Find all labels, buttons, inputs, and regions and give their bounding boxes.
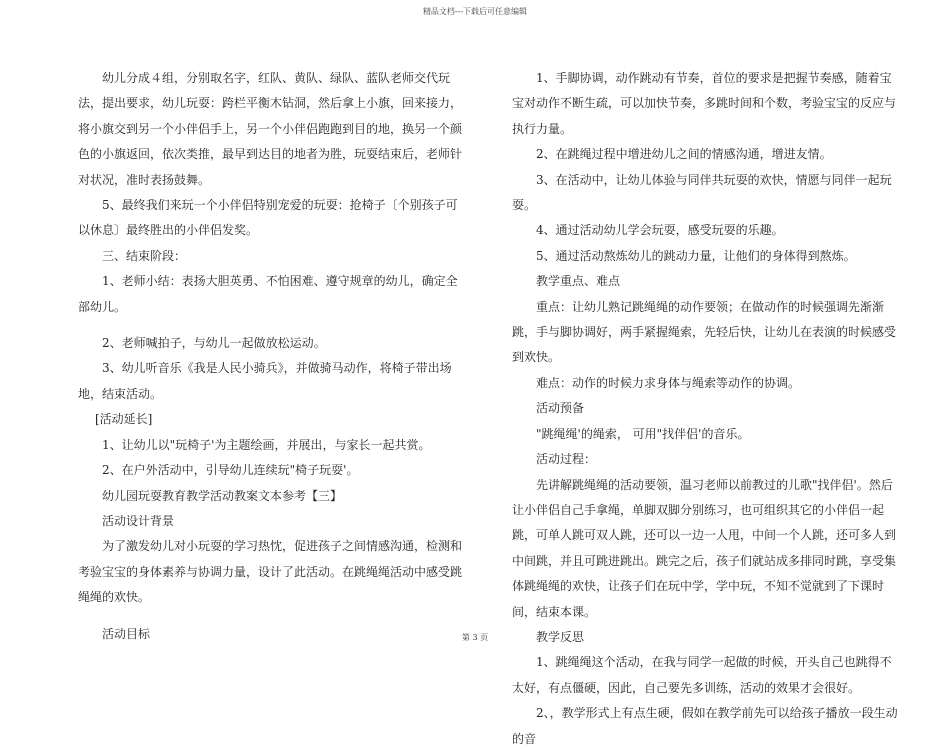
paragraph: 1、老师小结：表扬大胆英勇、不怕困难、遵守规章的幼儿，确定全部幼儿。 xyxy=(78,274,458,314)
paragraph: "跳绳绳'的绳索， 可用"找伴侣'的音乐。 xyxy=(536,426,750,441)
paragraph: 重点：让幼儿熟记跳绳绳的动作要领；在做动作的时候强调先渐渐跳，手与脚协调好，两手紧握绳索，先轻后快，让幼儿在表演的时候感受到欢快。 xyxy=(512,299,897,365)
paragraph: 2、老师喊拍子，与幼儿一起做放松运动。 xyxy=(102,336,326,351)
section-heading: 活动目标 xyxy=(102,626,151,641)
section-heading: 活动过程： xyxy=(536,452,597,467)
section-heading: 教学重点、难点 xyxy=(536,274,621,289)
paragraph: 2、在户外活动中，引导幼儿连续玩"椅子玩耍'。 xyxy=(102,463,359,478)
paragraph: 难点：动作的时候力求身体与绳索等动作的协调。 xyxy=(536,375,801,390)
paragraph: 1、手脚协调，动作跳动有节奏，首位的要求是把握节奏感，随着宝宝对动作不断生疏，可以加快节奏，多跳时间和个数，考验宝宝的反应与执行力量。 xyxy=(512,71,897,136)
paragraph: 为了激发幼儿对小玩耍的学习热忱，促进孩子之间情感沟通，检测和考验宝宝的身体素养与协调力量，设计了此活动。在跳绳绳活动中感受跳绳绳的欢快。 xyxy=(78,539,463,605)
paragraph: 2、，教学形式上有点生硬，假如在教学前先可以给孩子播放一段生动的音 xyxy=(512,706,898,746)
section-heading: 活动预备 xyxy=(536,401,585,416)
section-heading: [活动延长] xyxy=(95,412,153,427)
section-heading: 教学反思 xyxy=(536,629,585,644)
paragraph: 3、在活动中，让幼儿体验与同伴共玩耍的欢快，情愿与同伴一起玩耍。 xyxy=(512,172,892,213)
paragraph: 5、通过活动熬炼幼儿的跳动力量，让他们的身体得到熬炼。 xyxy=(536,248,856,263)
paragraph: 5、最终我们来玩一个小伴侣特别宠爱的玩耍：抢椅子〔个别孩子可以休息〕最终胜出的小伴侣发奖。 xyxy=(78,198,458,238)
page-number: 第 3 页 xyxy=(461,633,489,642)
right-column xyxy=(512,66,900,752)
paragraph: 1、跳绳绳这个活动，在我与同学一起做的时候，开头自己也跳得不太好，有点僵硬，因此，自己要先多训练，活动的效果才会很好。 xyxy=(512,655,892,695)
left-column xyxy=(78,66,466,647)
paragraph: 4、通过活动幼儿学会玩耍，感受玩耍的乐趣。 xyxy=(536,223,784,238)
paragraph: 3、幼儿听音乐《我是人民小骑兵》，并做骑马动作，将椅子带出场地，结束活动。 xyxy=(78,361,452,401)
section-heading: 活动设计背景 xyxy=(102,513,175,528)
spacer xyxy=(78,320,466,331)
paragraph: 2、在跳绳过程中增进幼儿之间的情感沟通，增进友情。 xyxy=(536,147,832,162)
paragraph: 先讲解跳绳绳的活动要领，温习老师以前教过的儿歌"找伴侣'。然后让小伴侣自己手拿绳，单脚双脚分别练习，也可组织其它的小伴侣一起跳，可单人跳可双人跳，还可以一边一人甩，中间一个人跳，还可多人到中间跳，并且可跳进跳出。跳完之后，孩子们就站成多排同时跳，享受集体跳绳绳的欢快，让孩子们在玩中学，学中玩，不知不觉就到了下课时间，结束本课。 xyxy=(512,477,897,619)
paragraph: 幼儿分成４组，分别取名字，红队、黄队、绿队、蓝队老师交代玩法，提出要求，幼儿玩耍：跨栏平衡木钻洞，然后拿上小旗，回来接力，将小旗交到另一个小伴侣手上，另一个小伴侣跑跑到目的地，换另一个颜色的小旗返回，依次类推，最早到达目的地者为胜，玩耍结束后，老师针对状况，准时表扬鼓舞。 xyxy=(78,71,463,187)
document-title: 幼儿园玩耍教育教学活动教案文本参考【三】 xyxy=(102,488,343,503)
section-heading: 三、结束阶段： xyxy=(102,248,187,263)
spacer xyxy=(78,611,466,622)
page-header: 精品文档---下载后可任意编辑 xyxy=(422,7,528,16)
paragraph: 1、让幼儿以"玩椅子'为主题绘画，并展出，与家长一起共赏。 xyxy=(102,437,431,452)
